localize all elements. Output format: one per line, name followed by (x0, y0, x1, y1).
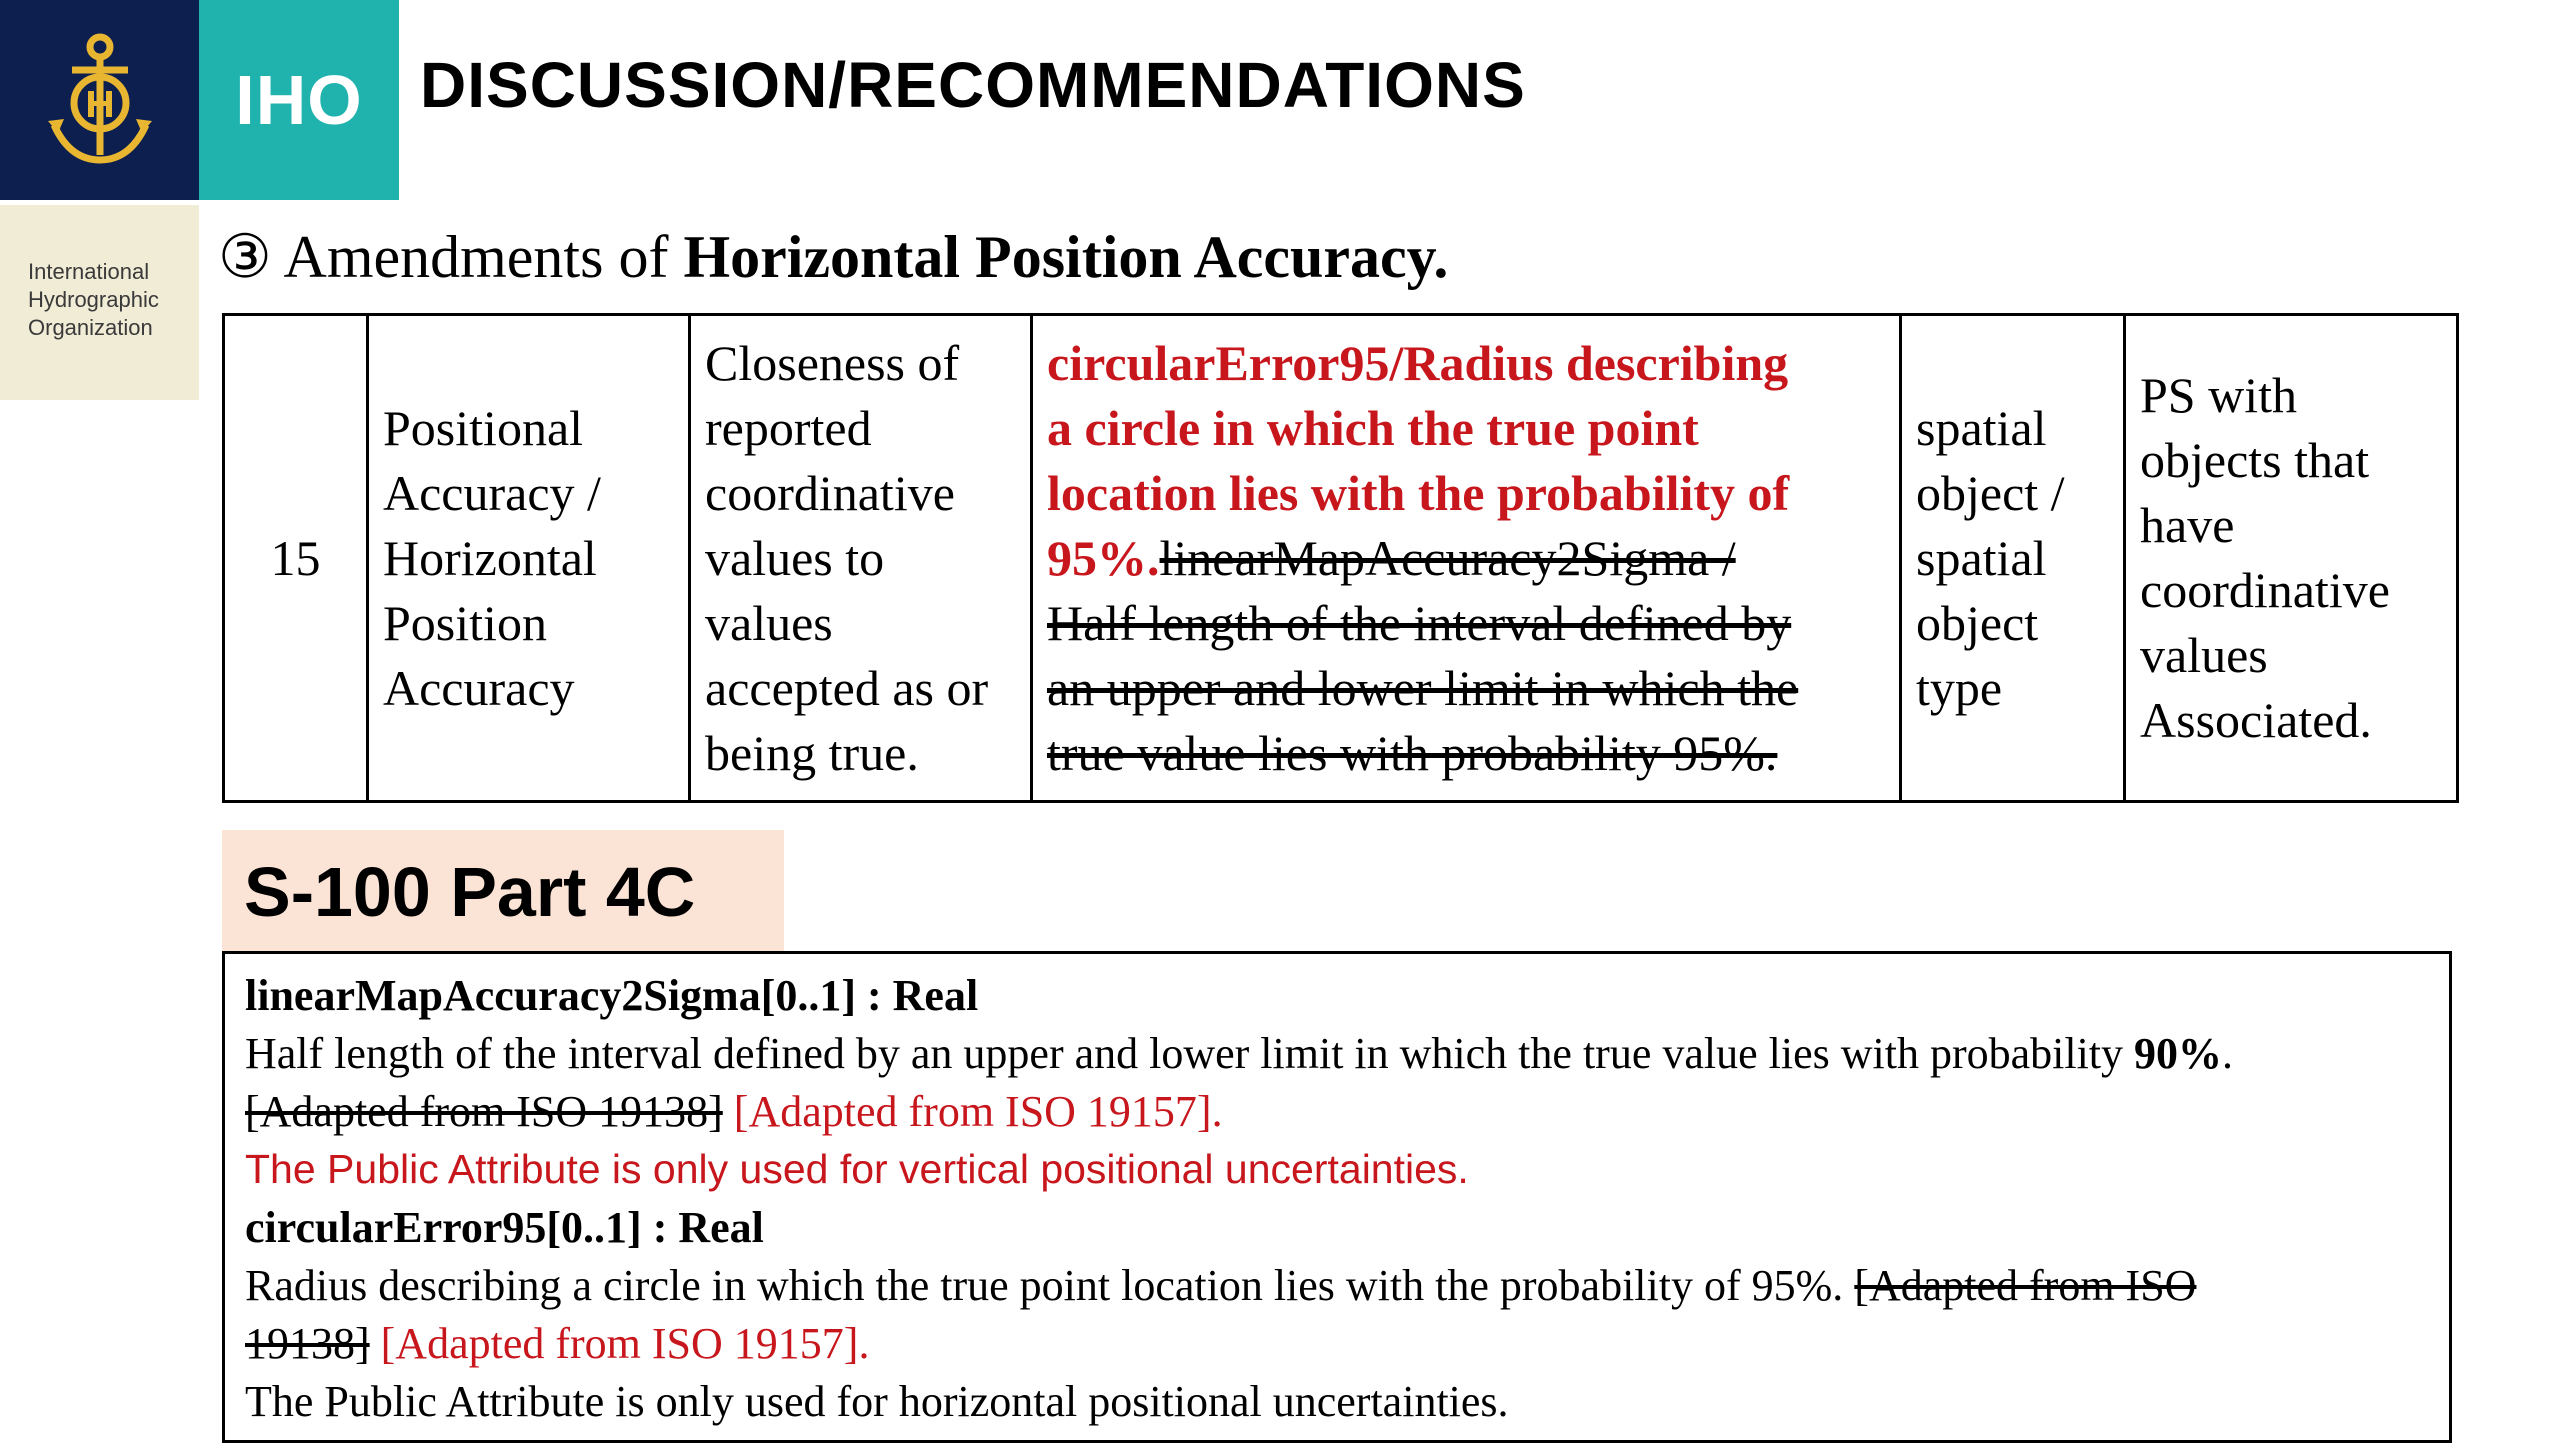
cell-line: reported (705, 399, 872, 456)
cell-line: values (2140, 627, 2268, 683)
section-topic: Horizontal Position Accuracy. (683, 224, 1449, 290)
page-title: DISCUSSION/RECOMMENDATIONS (420, 49, 1526, 121)
iho-emblem (0, 0, 199, 200)
cell-line: object / (1916, 464, 2065, 521)
deleted-text: Half length of the interval defined by (1047, 594, 1792, 651)
description-text: Half length of the interval defined by an upper and lower limit in which the true value lies with probability (245, 1029, 2124, 1078)
cell-line: object (1916, 594, 2039, 651)
deleted-text: an upper and lower limit in which the (1047, 659, 1799, 716)
cell-line: values to (705, 529, 885, 586)
cell-line: Positional (383, 399, 584, 456)
new-text-line: circularError95/Radius describing (1047, 334, 1789, 391)
org-line: Organization (28, 315, 153, 340)
cell-line: objects that (2140, 432, 2370, 488)
usage-note: The Public Attribute is only used for horizontal positional uncertainties. (245, 1377, 1509, 1426)
attribute-name: linearMapAccuracy2Sigma[0..1] : Real (245, 971, 979, 1020)
cell-line: type (1916, 659, 2003, 716)
definition-cell (690, 315, 1032, 802)
cell-line: have (2140, 497, 2235, 553)
deleted-text: linearMapAccuracy2Sigma / (1159, 529, 1736, 586)
cell-line: being true. (705, 724, 919, 781)
cell-line: accepted as or (705, 659, 989, 716)
row-number: 15 (224, 315, 368, 802)
new-text-line: a circle in which the true point (1047, 399, 1699, 456)
anchor-emblem-icon (40, 25, 160, 175)
cell-line: Accuracy (383, 659, 575, 716)
cell-line: spatial (1916, 529, 2047, 586)
description-end: . (2222, 1029, 2234, 1078)
description-text: Radius describing a circle in which the true point location lies with the probability of 95%. (245, 1261, 1844, 1310)
cell-line: Associated. (2140, 692, 2372, 748)
attribute-definitions-box (222, 951, 2452, 1443)
attribute-name-cell (368, 315, 690, 802)
usage-note: The Public Attribute is only used for vertical positional uncertainties. (245, 1146, 1469, 1192)
org-line: Hydrographic (28, 287, 159, 312)
new-source: [Adapted from ISO 19157]. (380, 1319, 870, 1368)
section-number: ③ (218, 224, 272, 290)
cell-line: Horizontal (383, 529, 597, 586)
deleted-text: true value lies with probability 95%. (1047, 724, 1778, 781)
attribute-description (245, 1260, 2196, 1311)
cell-line: coordinative (2140, 562, 2390, 618)
cell-line: Accuracy / (383, 464, 601, 521)
applies-to-cell (2125, 315, 2458, 802)
source-line (245, 1086, 1223, 1137)
cell-line: Closeness of (705, 334, 960, 391)
part-label (222, 830, 784, 952)
deleted-source: [Adapted from ISO 19138] (245, 1087, 723, 1136)
new-text-line: 95%. (1047, 529, 1160, 586)
attribute-name: circularError95[0..1] : Real (245, 1203, 764, 1252)
amendment-table (222, 313, 2459, 803)
org-line: International (28, 259, 150, 284)
iho-logo (199, 0, 399, 200)
type-cell (1901, 315, 2125, 802)
org-name (28, 258, 159, 342)
new-source: [Adapted from ISO 19157]. (733, 1087, 1223, 1136)
mixed-line (1047, 526, 1885, 591)
new-text-line: location lies with the probability of (1047, 464, 1790, 521)
logo-text: IHO (235, 61, 363, 139)
cell-line: values (705, 594, 833, 651)
deleted-source: [Adapted from ISO (1854, 1261, 2197, 1310)
cell-line: spatial (1916, 399, 2047, 456)
attribute-description (245, 1028, 2233, 1079)
deleted-source: 19138] (245, 1319, 370, 1368)
probability-value: 90% (2134, 1029, 2223, 1078)
source-line (245, 1318, 869, 1369)
section-heading (218, 222, 1448, 292)
table-row (224, 315, 2458, 802)
part-label-text: S-100 Part 4C (244, 853, 696, 931)
amended-value-cell (1032, 315, 1901, 802)
section-prefix: Amendments of (283, 224, 669, 290)
cell-line: Position (383, 594, 547, 651)
cell-line: PS with (2140, 367, 2298, 423)
cell-line: coordinative (705, 464, 955, 521)
